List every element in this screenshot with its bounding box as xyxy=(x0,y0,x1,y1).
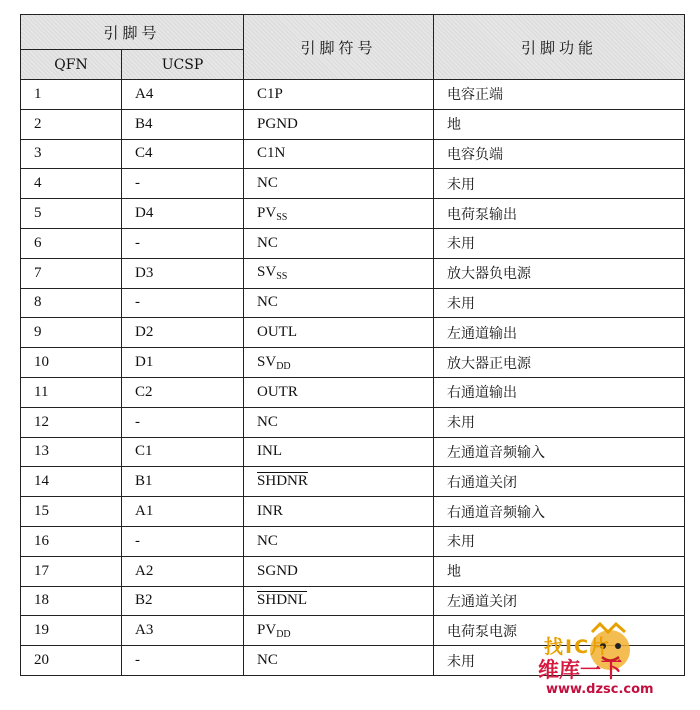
pin-symbol-text: OUTL xyxy=(257,324,298,341)
table-row xyxy=(21,80,685,110)
ucsp-cell: - xyxy=(122,169,244,199)
qfn-cell: 11 xyxy=(21,377,122,407)
table-row xyxy=(21,526,685,556)
pin-function-cell: 未用 xyxy=(434,526,685,556)
table-row xyxy=(21,586,685,616)
qfn-cell: 14 xyxy=(21,467,122,497)
qfn-cell: 7 xyxy=(21,258,122,288)
ucsp-cell: C1 xyxy=(122,437,244,467)
table-row xyxy=(21,497,685,527)
pin-function-cell: 地 xyxy=(434,556,685,586)
header-pin-symbol: 引脚符号 xyxy=(244,15,434,80)
pin-function-cell: 未用 xyxy=(434,169,685,199)
ucsp-cell: A3 xyxy=(122,616,244,646)
qfn-cell: 17 xyxy=(21,556,122,586)
ucsp-cell: - xyxy=(122,288,244,318)
pin-symbol-text: SGND xyxy=(257,562,298,579)
pin-table xyxy=(20,14,685,676)
table-row xyxy=(21,556,685,586)
table-row xyxy=(21,258,685,288)
pin-symbol-text: NC xyxy=(257,413,278,430)
table-row xyxy=(21,228,685,258)
pin-function-cell: 电荷泵电源 xyxy=(434,616,685,646)
pin-symbol-text: C1P xyxy=(257,85,283,102)
pin-symbol-text: SHDNR xyxy=(257,473,308,490)
pin-function-cell: 未用 xyxy=(434,228,685,258)
qfn-cell: 3 xyxy=(21,139,122,169)
pin-symbol-text: SV xyxy=(257,353,277,370)
ucsp-cell: A4 xyxy=(122,80,244,110)
pin-function-cell: 电荷泵输出 xyxy=(434,199,685,229)
pin-symbol-text: NC xyxy=(257,652,278,669)
pin-symbol-cell xyxy=(244,80,434,110)
pin-symbol-cell xyxy=(244,169,434,199)
pin-symbol-cell xyxy=(244,258,434,288)
watermark-logo xyxy=(530,620,690,705)
pin-function-cell: 电容正端 xyxy=(434,80,685,110)
table-row xyxy=(21,407,685,437)
pin-symbol-cell xyxy=(244,407,434,437)
ucsp-cell: - xyxy=(122,228,244,258)
pin-symbol-cell xyxy=(244,616,434,646)
ucsp-cell: D2 xyxy=(122,318,244,348)
header-qfn: QFN xyxy=(21,50,122,80)
pin-function-cell: 电容负端 xyxy=(434,139,685,169)
table-row xyxy=(21,288,685,318)
ucsp-cell: D4 xyxy=(122,199,244,229)
ucsp-cell: B1 xyxy=(122,467,244,497)
ucsp-cell: C2 xyxy=(122,377,244,407)
pin-symbol-cell xyxy=(244,437,434,467)
pin-function-cell: 未用 xyxy=(434,407,685,437)
pin-symbol-cell xyxy=(244,586,434,616)
pin-symbol-cell xyxy=(244,467,434,497)
pin-symbol-subscript: SS xyxy=(276,271,288,283)
pin-symbol-text: INR xyxy=(257,503,283,520)
pin-symbol-cell xyxy=(244,646,434,676)
qfn-cell: 19 xyxy=(21,616,122,646)
qfn-cell: 9 xyxy=(21,318,122,348)
header-pin-function: 引脚功能 xyxy=(434,15,685,80)
table-row xyxy=(21,169,685,199)
pin-symbol-text: PV xyxy=(257,621,277,638)
pin-function-cell: 左通道输出 xyxy=(434,318,685,348)
pin-symbol-cell xyxy=(244,288,434,318)
pin-symbol-subscript: DD xyxy=(276,360,291,372)
pin-symbol-cell xyxy=(244,497,434,527)
table-row xyxy=(21,318,685,348)
pin-function-cell: 左通道音频输入 xyxy=(434,437,685,467)
pin-symbol-subscript: SS xyxy=(276,211,288,223)
qfn-cell: 13 xyxy=(21,437,122,467)
pin-function-cell: 右通道输出 xyxy=(434,377,685,407)
qfn-cell: 8 xyxy=(21,288,122,318)
ucsp-cell: A1 xyxy=(122,497,244,527)
pin-symbol-text: INL xyxy=(257,443,283,460)
pin-function-cell: 左通道关闭 xyxy=(434,586,685,616)
pin-function-cell: 地 xyxy=(434,109,685,139)
pin-symbol-cell xyxy=(244,377,434,407)
qfn-cell: 2 xyxy=(21,109,122,139)
pin-function-cell: 右通道音频输入 xyxy=(434,497,685,527)
ucsp-cell: D3 xyxy=(122,258,244,288)
qfn-cell: 10 xyxy=(21,348,122,378)
pin-symbol-text: OUTR xyxy=(257,383,298,400)
ucsp-cell: - xyxy=(122,646,244,676)
pin-symbol-text: NC xyxy=(257,234,278,251)
qfn-cell: 5 xyxy=(21,199,122,229)
pin-symbol-text: C1N xyxy=(257,145,286,162)
table-row xyxy=(21,199,685,229)
table-row xyxy=(21,109,685,139)
table-row xyxy=(21,139,685,169)
pin-symbol-cell xyxy=(244,556,434,586)
ucsp-cell: B2 xyxy=(122,586,244,616)
pin-symbol-text: SV xyxy=(257,264,277,281)
watermark-url: www.dzsc.com xyxy=(546,682,654,697)
qfn-cell: 4 xyxy=(21,169,122,199)
table-row xyxy=(21,348,685,378)
pin-symbol-text: PGND xyxy=(257,115,298,132)
pin-table-body xyxy=(21,80,685,676)
pin-table-container xyxy=(20,14,684,676)
qfn-cell: 6 xyxy=(21,228,122,258)
pin-function-cell: 放大器正电源 xyxy=(434,348,685,378)
ucsp-cell: D1 xyxy=(122,348,244,378)
pin-symbol-cell xyxy=(244,139,434,169)
pin-symbol-cell xyxy=(244,109,434,139)
table-row xyxy=(21,377,685,407)
ucsp-cell: B4 xyxy=(122,109,244,139)
pin-function-cell: 未用 xyxy=(434,288,685,318)
pin-function-cell: 右通道关闭 xyxy=(434,467,685,497)
watermark-line1: 找IC片 xyxy=(544,636,612,658)
pin-symbol-cell xyxy=(244,348,434,378)
ucsp-cell: - xyxy=(122,526,244,556)
pin-symbol-text: NC xyxy=(257,532,278,549)
qfn-cell: 12 xyxy=(21,407,122,437)
pin-function-cell: 未用 xyxy=(434,646,685,676)
table-row xyxy=(21,467,685,497)
ucsp-cell: A2 xyxy=(122,556,244,586)
pin-symbol-text: NC xyxy=(257,175,278,192)
header-pin-number: 引脚号 xyxy=(21,15,244,50)
pin-symbol-subscript: DD xyxy=(276,628,291,640)
pin-function-cell: 放大器负电源 xyxy=(434,258,685,288)
pin-symbol-text: SHDNL xyxy=(257,592,308,609)
qfn-cell: 18 xyxy=(21,586,122,616)
pin-symbol-text: PV xyxy=(257,204,277,221)
qfn-cell: 16 xyxy=(21,526,122,556)
qfn-cell: 20 xyxy=(21,646,122,676)
qfn-cell: 15 xyxy=(21,497,122,527)
table-row xyxy=(21,437,685,467)
pin-symbol-cell xyxy=(244,199,434,229)
ucsp-cell: - xyxy=(122,407,244,437)
header-ucsp: UCSP xyxy=(122,50,244,80)
watermark-line2: 维库一下 xyxy=(538,658,622,682)
pin-symbol-cell xyxy=(244,318,434,348)
pin-symbol-cell xyxy=(244,526,434,556)
pin-symbol-cell xyxy=(244,228,434,258)
ucsp-cell: C4 xyxy=(122,139,244,169)
qfn-cell: 1 xyxy=(21,80,122,110)
pin-symbol-text: NC xyxy=(257,294,278,311)
